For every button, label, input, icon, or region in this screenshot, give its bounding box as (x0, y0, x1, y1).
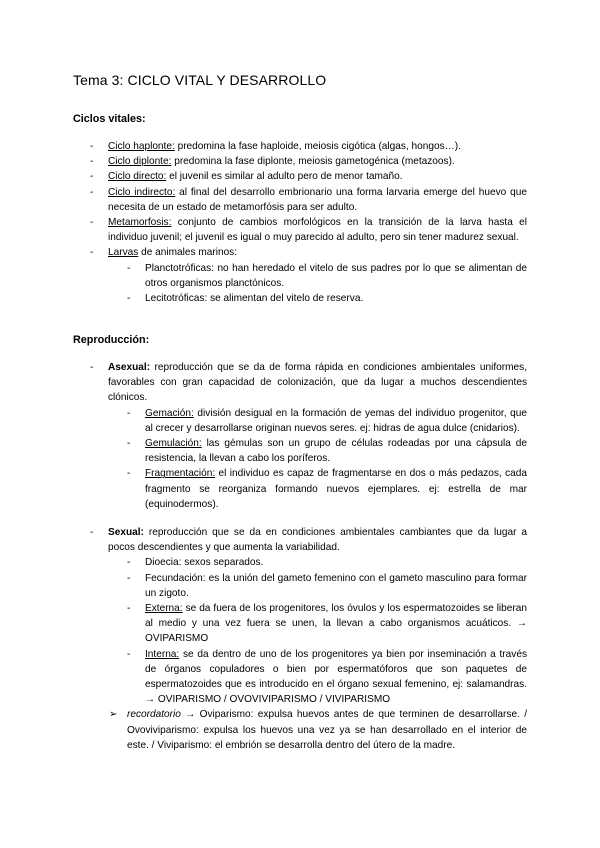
list-item: - Gemulación: las gémulas son un grupo de células rodeadas por una cápsula de resistencia, la llevan a cabo los poríferos. (127, 438, 527, 465)
list-item-sexual: - Sexual: reproducción que se da en condiciones ambientales cambiantes que da lugar a pocos descendientes y que aumenta la variabilidad. - Dioecia: sexos separados. - Fecundación: es la unión del gameto femenino con el gameto masculino para formar un zigoto. - Externa: se da fuera de los progenitores, los óvulos y los espermatozoides se liberan al medio y una vez fuera se unen, la llevan a cabo organismos acuáticos. → OVIPARISMO - Interna: se da dentro de uno de los progenitores ya bien por inseminación a través de órganos copuladores o bien por espermatóforos que son paquetes de espermatozoides que es introducido en el órgano sexual femenino, ej: salamandras. → OVIPARISMO / OVOVIVIPARISMO / VIVIPARISMO ➢ recordatorio → Oviparismo: expulsa huevos antes de que terminen de desarrollarse. / Ovoviviparismo: expulsa los huevos una vez ya se han desarrollado en el interior de este. / Viviparismo: el embrión se desarrolla dentro del útero de la madre. (90, 525, 527, 753)
reminder-note: ➢ recordatorio → Oviparismo: expulsa huevos antes de que terminen de desarrollarse. / Ovoviviparismo: expulsa los huevos una vez ya se han desarrollado en el interior de este. / Viviparismo: el embrión se desarrolla dentro del útero de la madre. (109, 709, 527, 751)
heading-ciclos: Ciclos vitales: (73, 113, 146, 125)
list-item: - Ciclo haplonte: predomina la fase haploide, meiosis cigótica (algas, hongos…). (90, 141, 461, 152)
spacer (90, 512, 527, 525)
list-item: - Externa: se da fuera de los progenitores, los óvulos y los espermatozoides se liberan al medio y una vez fuera se unen, la llevan a cabo organismos acuáticos. → OVIPARISMO (127, 603, 527, 645)
list-item: - Planctotróficas: no han heredado el vitelo de sus padres por lo que se alimentan de otros organismos planctónicos. (127, 262, 527, 289)
list-item: - Lecitotróficas: se alimentan del vitelo de reserva. (127, 293, 364, 305)
list-item: - Interna: se da dentro de uno de los progenitores ya bien por inseminación a través de órganos copuladores o bien por espermatóforos que son paquetes de espermatozoides que es introducido en el órgano sexual femenino, ej: salamandras. → OVIPARISMO / OVOVIVIPARISMO / VIVIPARISMO (127, 648, 527, 706)
arrow-bullet-icon: ➢ (109, 709, 118, 721)
heading-reproduccion: Reproducción: (73, 334, 150, 346)
page-title: Tema 3: CICLO VITAL Y DESARROLLO (73, 72, 327, 88)
list-item-asexual: - Asexual: reproducción que se da de forma rápida en condiciones ambientales uniformes, favorables con gran capacidad de colonización, que da lugar a muchos descendientes clónicos. - Gemación: división desigual en la formación de yemas del individuo progenitor, que al crecer y desarrollarse originan nuevos seres. ej: hidras de agua dulce (cnidarios). - Gemulación: las gémulas son un grupo de células rodeadas por una cápsula de resistencia, la llevan a cabo los poríferos. - Fragmentación: el individuo es capaz de fragmentarse en dos o más pedazos, cada fragmento se reorganiza formando nuevos ejemplares. ej: estrella de mar (equinodermos). (90, 360, 527, 512)
reproduccion-list (90, 360, 527, 753)
list-item: - Metamorfosis: conjunto de cambios morfológicos en la transición de la larva hasta el individuo juvenil; el juvenil es igual o muy parecido al adulto, pero sin tener madurez sexual. (90, 217, 527, 244)
list-item: - Ciclo directo: el juvenil es similar al adulto pero de menor tamaño. (90, 171, 403, 183)
ciclos-list (90, 139, 527, 306)
list-item: - Fragmentación: el individuo es capaz de fragmentarse en dos o más pedazos, cada fragmento se reorganiza formando nuevos ejemplares. ej: estrella de mar (equinodermos). (127, 468, 527, 510)
list-item: - Fecundación: es la unión del gameto femenino con el gameto masculino para formar un zigoto. (127, 572, 527, 599)
list-item: - Gemación: división desigual en la formación de yemas del individuo progenitor, que al crecer y desarrollarse originan nuevos seres. ej: hidras de agua dulce (cnidarios). (127, 407, 527, 434)
list-item: - Dioecia: sexos separados. (127, 557, 264, 569)
list-item: - Larvas de animales marinos: - Planctotróficas: no han heredado el vitelo de sus padres por lo que se alimentan de otros organismos planctónicos. - Lecitotróficas: se alimentan del vitelo de reserva. (90, 245, 527, 306)
list-item: - Ciclo diplonte: predomina la fase diplonte, meiosis gametogénica (metazoos). (90, 156, 455, 168)
list-item: - Ciclo indirecto: al final del desarrollo embrionario una forma larvaria emerge del huevo que necesita de un estado de metamorfósis para ser adulto. (90, 186, 527, 213)
